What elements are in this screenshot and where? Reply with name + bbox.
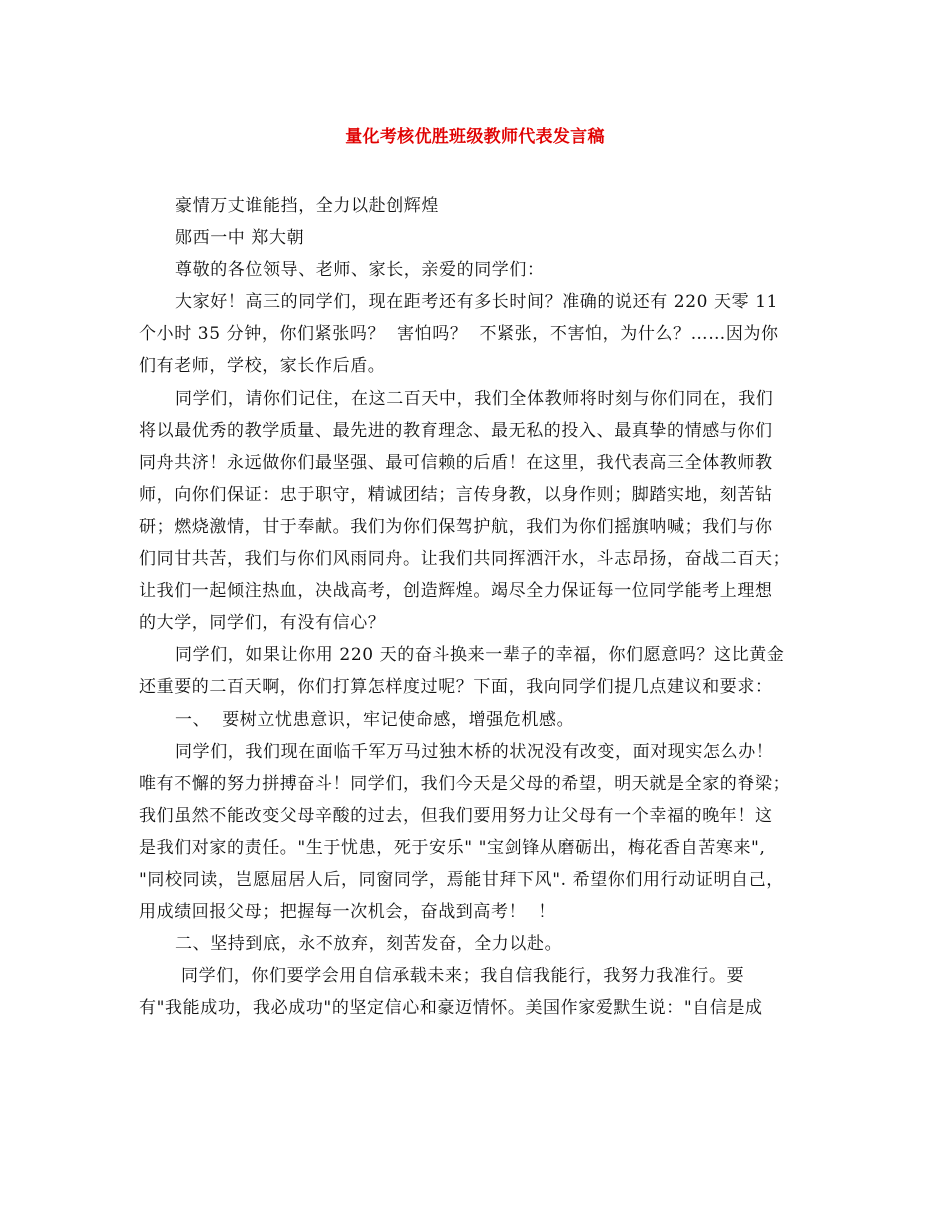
- document-body: [139, 190, 811, 1024]
- body-line: 们有老师，学校，家长作后盾。: [139, 356, 386, 377]
- body-line: 有"我能成功，我必成功"的坚定信心和豪迈情怀。美国作家爱默生说："自信是成: [139, 998, 763, 1019]
- section-heading-2: 二、坚持到底，永不放弃，刻苦发奋，全力以赴。: [175, 934, 563, 955]
- body-line: 用成绩回报父母；把握每一次机会，奋战到高考！ ！: [139, 902, 556, 923]
- salutation-line: 尊敬的各位领导、老师、家长，亲爱的同学们：: [175, 260, 545, 281]
- body-line: 我们虽然不能改变父母辛酸的过去，但我们要用努力让父母有一个幸福的晚年！这: [139, 805, 773, 826]
- subtitle-line: 豪情万丈谁能挡，全力以赴创辉煌: [175, 196, 439, 216]
- body-line: 研；燃烧激情，甘于奉献。我们为你们保驾护航，我们为你们摇旗呐喊；我们与你: [139, 516, 773, 537]
- body-line: 同学们，我们现在面临千军万马过独木桥的状况没有改变，面对现实怎么办！: [175, 741, 774, 762]
- body-line: 大家好！高三的同学们，现在距考还有多长时间？准确的说还有 220 天零 11: [175, 292, 779, 313]
- document-title: 量化考核优胜班级教师代表发言稿: [345, 127, 605, 147]
- body-line: 是我们对家的责任。"生于忧患，死于安乐" "宝剑锋从磨砺出，梅花香自苦寒来",: [139, 837, 766, 858]
- body-line: 同学们，你们要学会用自信承载未来；我自信我能行，我努力我准行。要: [175, 966, 745, 987]
- body-line: 唯有不懈的努力拼搏奋斗！同学们，我们今天是父母的希望，明天就是全家的脊梁；: [139, 773, 791, 794]
- body-line: 让我们一起倾注热血，决战高考，创造辉煌。竭尽全力保证每一位同学能考上理想: [139, 581, 773, 602]
- body-line: 个小时 35 分钟，你们紧张吗？ 害怕吗？ 不紧张，不害怕，为什么？……因为你: [139, 324, 779, 345]
- body-line: "同校同读，岂愿屈居人后，同窗同学，焉能甘拜下风". 希望你们用行动证明自己，: [139, 869, 784, 890]
- body-line: 同学们，如果让你用 220 天的奋斗换来一辈子的幸福，你们愿意吗？这比黄金: [175, 645, 785, 666]
- body-line: 同舟共济！永远做你们最坚强、最可信赖的后盾！在这里，我代表高三全体教师教: [139, 452, 773, 473]
- body-line: 的大学，同学们，有没有信心？: [139, 613, 386, 634]
- section-heading-1: 一、 要树立忧患意识，牢记使命感，增强危机感。: [175, 709, 575, 730]
- body-line: 将以最优秀的教学质量、最先进的教育理念、最无私的投入、最真挚的情感与你们: [139, 420, 773, 441]
- author-line: 郧西一中 郑大朝: [175, 228, 305, 249]
- body-line: 们同甘共苦，我们与你们风雨同舟。让我们共同挥洒汗水，斗志昂扬，奋战二百天；: [139, 549, 791, 570]
- body-line: 师，向你们保证：忠于职守，精诚团结；言传身教，以身作则；脚踏实地，刻苦钻: [139, 484, 773, 505]
- body-line: 还重要的二百天啊，你们打算怎样度过呢？下面，我向同学们提几点建议和要求：: [139, 677, 773, 698]
- body-line: 同学们，请你们记住，在这二百天中，我们全体教师将时刻与你们同在，我们: [175, 388, 774, 409]
